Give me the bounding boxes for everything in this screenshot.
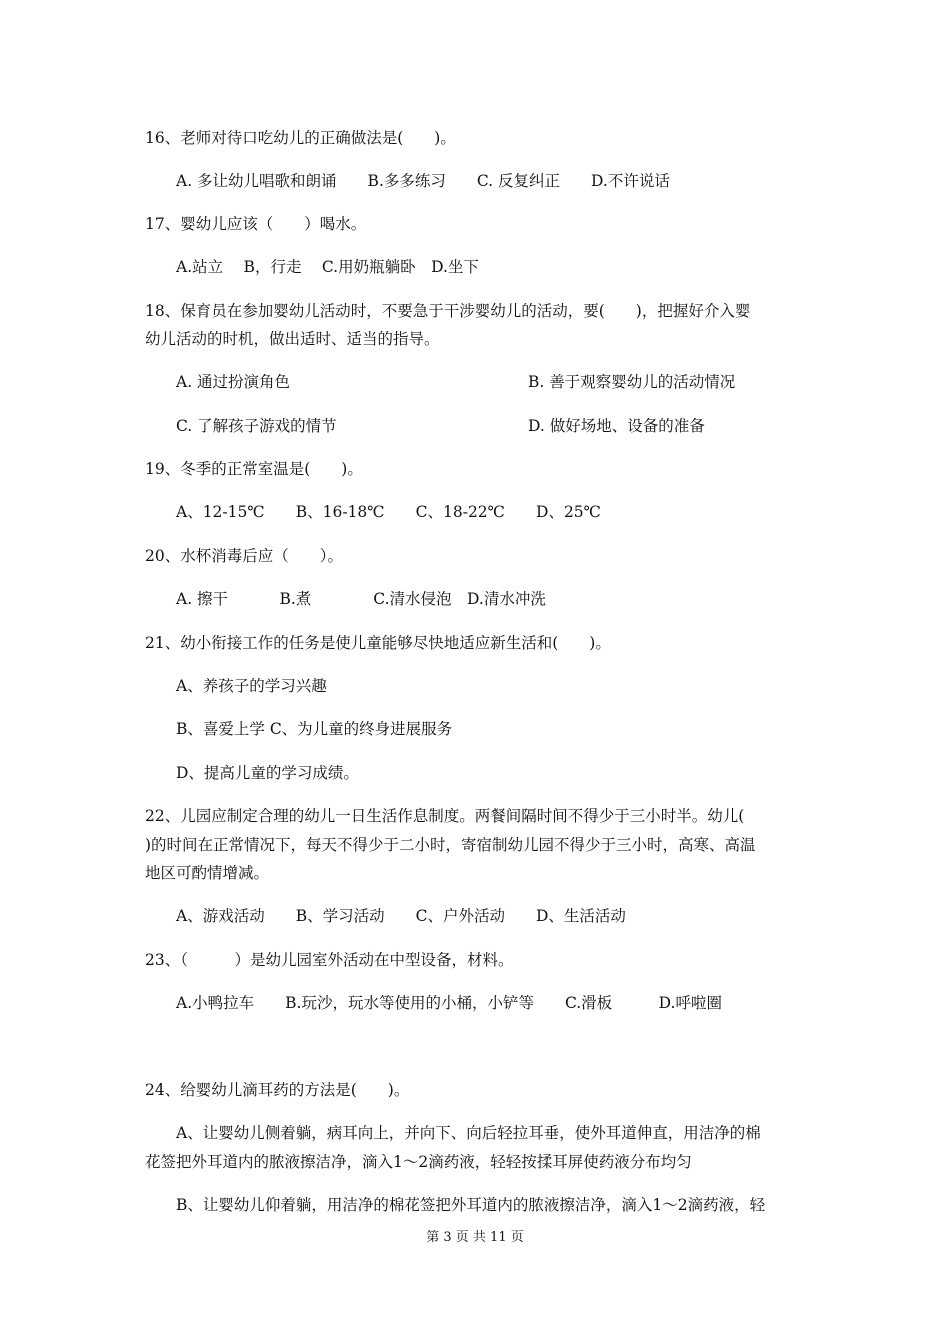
question-19-stem: 19、冬季的正常室温是( )。	[145, 460, 363, 478]
question-17-stem: 17、婴幼儿应该（ ）喝水。	[145, 215, 367, 233]
question-24-option-a-line1: A、让婴幼儿侧着躺，病耳向上，并向下、向后轻拉耳垂，使外耳道伸直，用洁净的棉	[176, 1124, 761, 1142]
question-21-option-d: D、提高儿童的学习成绩。	[176, 764, 359, 782]
question-18-option-a: A. 通过扮演角色	[176, 373, 291, 391]
question-23-stem: 23、（ ）是幼儿园室外活动在中型设备，材料。	[145, 951, 514, 969]
question-18-option-b: B. 善于观察婴幼儿的活动情况	[528, 373, 736, 391]
question-18-option-d: D. 做好场地、设备的准备	[528, 417, 705, 435]
question-24-stem: 24、给婴幼儿滴耳药的方法是( )。	[145, 1081, 410, 1099]
question-24-option-a-line2: 花签把外耳道内的脓液擦洁净，滴入1～2滴药液，轻轻按揉耳屏使药液分布均匀	[145, 1153, 692, 1171]
question-16-stem: 16、老师对待口吃幼儿的正确做法是( )。	[145, 129, 456, 147]
question-17-options: A.站立 B，行走 C.用奶瓶躺卧 D.坐下	[176, 258, 479, 276]
question-20-options: A. 擦干 B.煮 C.清水侵泡 D.清水冲洗	[176, 590, 546, 608]
page-number-footer: 第 3 页 共 11 页	[426, 1230, 524, 1245]
question-20-stem: 20、水杯消毒后应（ ）。	[145, 547, 343, 565]
question-24-option-b-line1: B、让婴幼儿仰着躺，用洁净的棉花签把外耳道内的脓液擦洁净，滴入1～2滴药液，轻	[176, 1196, 766, 1214]
question-22-stem-line2: )的时间在正常情况下，每天不得少于二小时，寄宿制幼儿园不得少于三小时，高寒、高温	[145, 836, 756, 854]
question-22-stem-line3: 地区可酌情增减。	[145, 864, 270, 882]
question-16-options: A. 多让幼儿唱歌和朗诵 B.多多练习 C. 反复纠正 D.不许说话	[176, 172, 670, 190]
question-18-stem-line1: 18、保育员在参加婴幼儿活动时，不要急于干涉婴幼儿的活动，要( )，把握好介入婴	[145, 302, 751, 320]
question-21-option-a: A、养孩子的学习兴趣	[176, 677, 327, 695]
question-22-options: A、游戏活动 B、学习活动 C、户外活动 D、生活活动	[176, 907, 626, 925]
question-23-options: A.小鸭拉车 B.玩沙，玩水等使用的小桶，小铲等 C.滑板 D.呼啦圈	[176, 994, 722, 1012]
question-18-stem-line2: 幼儿活动的时机，做出适时、适当的指导。	[145, 330, 440, 348]
question-21-stem: 21、幼小衔接工作的任务是使儿童能够尽快地适应新生活和( )。	[145, 634, 611, 652]
question-21-option-bc: B、喜爱上学 C、为儿童的终身进展服务	[176, 720, 453, 738]
question-18-option-c: C. 了解孩子游戏的情节	[176, 417, 337, 435]
question-19-options: A、12-15℃ B、16-18℃ C、18-22℃ D、25℃	[176, 503, 602, 521]
question-22-stem-line1: 22、儿园应制定合理的幼儿一日生活作息制度。两餐间隔时间不得少于三小时半。幼儿(	[145, 807, 745, 825]
